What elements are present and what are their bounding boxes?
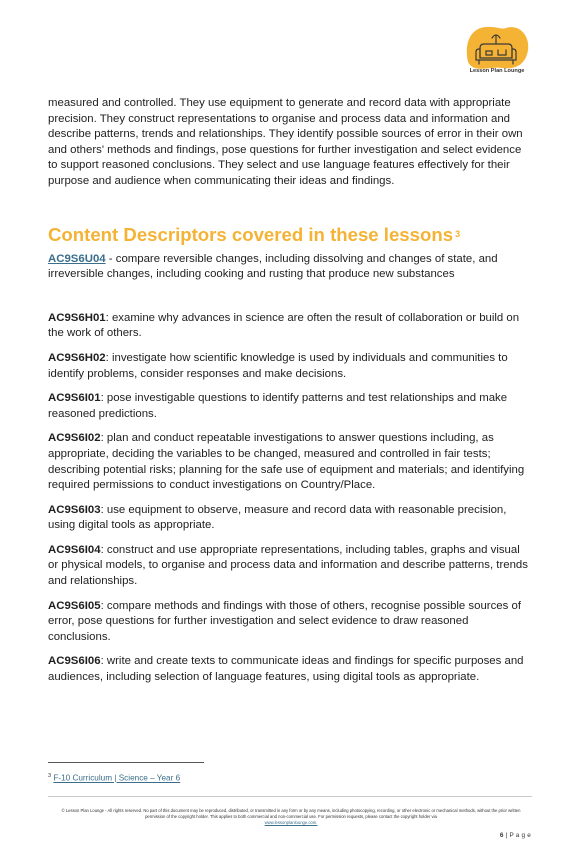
footnote (48, 771, 180, 784)
descriptor-text: : construct and use appropriate representations, including tables, graphs and visual or physical models, to organise and process data and information and describe patterns, trends and relationships. (48, 543, 528, 588)
descriptor-text: : write and create texts to communicate ideas and findings for specific purposes and audiences, including selection of language features, using digital tools as appropriate. (48, 655, 524, 684)
page-label: | P a g e (505, 832, 531, 839)
descriptor-item (48, 391, 532, 422)
descriptor-code: AC9S6I06 (48, 655, 101, 668)
descriptor-text: : plan and conduct repeatable investigations to answer questions including, as appropriate, deciding the variables to be changed, measured and controlled in fair tests; describing potential risks; planning for the safe use of equipment and materials; and identifying required permissions to conduct investigations on Country/Place. (48, 432, 525, 492)
logo-wordmark: Lesson Plan Lounge (469, 68, 525, 74)
descriptor-code: AC9S6I02 (48, 432, 101, 445)
page-number (500, 832, 531, 839)
intro-paragraph: measured and controlled. They use equipment to generate and record data with appropriate precision. They construct representations to organise and process data and information and describe patterns, trends and relationships. They identify possible sources of error in their own and others' methods and findings, pose questions for further investigation and select evidence to support reasoned conclusions. They select and use language features effectively for their purpose and audience when communicating their ideas and findings. (48, 97, 523, 187)
footnote-reference[interactable]: 3 (455, 228, 461, 239)
footer-divider (48, 796, 532, 797)
descriptor-text: : examine why advances in science are often the result of collaboration or build on the work of others. (48, 311, 520, 340)
copyright-text: © Lesson Plan Lounge - All rights reserved. No part of this document may be reproduced, distributed, or transmitted in any form or by any means, including photocopying, recording, or other electronic or mechanical methods, without the prior written permission of the copyright holder. This applies to both commercial and non-commercial use. For permission requests, please contact the copyright holder via (61, 808, 521, 819)
section-title: Content Descriptors covered in these lessons (48, 223, 454, 245)
descriptor-text: : pose investigable questions to identify patterns and test relationships and make reasoned predictions. (48, 392, 508, 420)
copyright-notice (56, 808, 526, 826)
descriptor-code: AC9S6I05 (48, 599, 101, 612)
descriptor-text: - compare reversible changes, including dissolving and changes of state, and irreversible changes, including cooking and rusting that produce new substances (48, 252, 498, 281)
descriptor-code-link[interactable]: AC9S6U04 (48, 252, 106, 265)
descriptor-code: AC9S6I04 (48, 543, 101, 556)
section-heading (48, 224, 532, 246)
descriptor-code: AC9S6H02 (48, 351, 106, 364)
descriptor-text: : compare methods and findings with those of others, recognise possible sources of error, pose questions for further investigation and select evidence to draw reasoned conclusions. (48, 599, 521, 643)
descriptor-text: : use equipment to observe, measure and record data with reasonable precision, using digital tools as appropriate. (48, 503, 507, 532)
descriptor-item (48, 351, 532, 382)
descriptor-text: : investigate how scientific knowledge is used by individuals and communities to identify problems, consider responses and make decisions. (48, 351, 508, 380)
descriptor-code: AC9S6I03 (48, 503, 101, 516)
website-link[interactable]: www.lessonplanlounge.com. (264, 820, 318, 825)
descriptor-code: AC9S6H01 (48, 311, 106, 324)
page-content (48, 96, 532, 695)
descriptor-item (48, 431, 532, 493)
descriptor-code: AC9S6I01 (48, 392, 101, 405)
primary-descriptor (48, 252, 532, 283)
descriptor-item (48, 503, 532, 534)
page-number-value: 6 (499, 832, 504, 839)
footnote-divider (48, 762, 204, 763)
descriptor-item (48, 311, 532, 342)
footnote-number: 3 (48, 773, 52, 779)
descriptor-item (48, 654, 532, 685)
descriptor-item (48, 543, 532, 590)
footnote-link[interactable]: F-10 Curriculum | Science – Year 6 (53, 773, 181, 783)
descriptor-item (48, 599, 532, 646)
descriptor-list (48, 311, 532, 686)
